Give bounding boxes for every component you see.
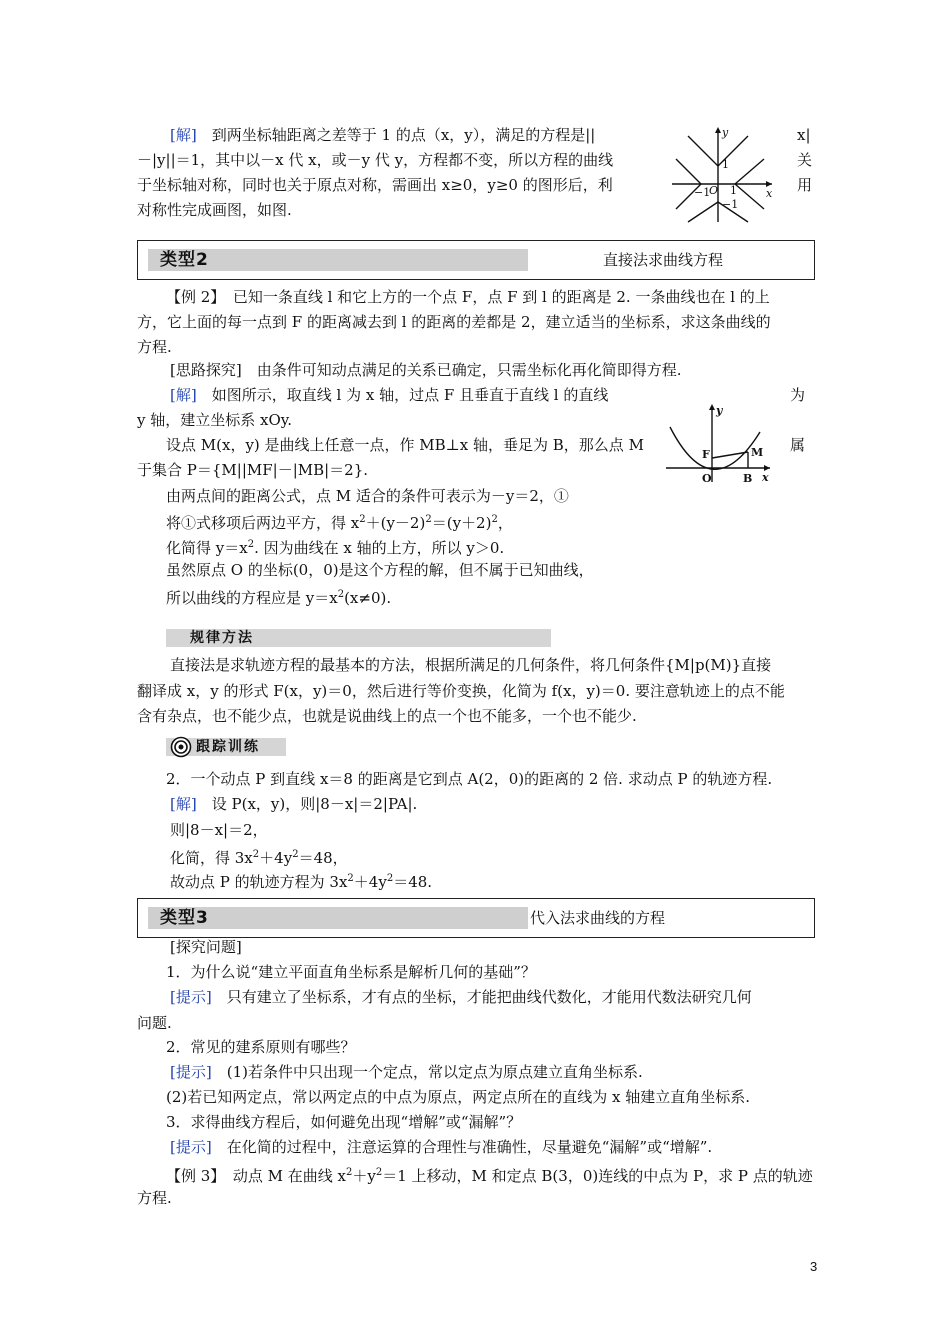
fig1-x-label: x [766,187,773,200]
explore-a2-line-2: (2)若已知两定点，常以两定点的中点为原点，两定点所在的直线为 x 轴建立直角坐标系. [166,1088,751,1106]
sol2-line-8: 虽然原点 O 的坐标(0，0)是这个方程的解，但不属于已知曲线， [166,561,594,579]
solution-line-4: 对称性完成画图，如图. [137,201,292,219]
track-sol-1: [解] 设 P(x，y)，则|8－x|＝2|PA|. [170,795,418,813]
fig1-y-label: y [722,126,729,139]
example2-line-3: 方程. [137,338,172,356]
track-question: 2．一个动点 P 到直线 x＝8 的距离是它到点 A(2，0)的距离的 2 倍. 求动点 P 的轨迹方程. [166,770,773,788]
type2-header [137,240,815,280]
target-icon [170,736,192,758]
explore-q1: 1．为什么说“建立平面直角坐标系是解析几何的基础”？ [166,963,536,981]
sol2-line-3: 设点 M(x，y) 是曲线上任意一点，作 MB⊥x 轴，垂足为 B，那么点 M [166,436,644,454]
track-sol-4: 故动点 P 的轨迹方程为 $3x^2+4y^2=48$. [170,873,433,891]
rule-tag: 规律方法 [190,630,254,646]
page-number: 3 [810,1259,818,1274]
solution-line-1: [解] 到两坐标轴距离之差等于 1 的点（x，y），满足的方程是|| [170,126,596,144]
rule-line-3: 含有杂点，也不能少点，也就是说曲线上的点一个也不能多，一个也不能少. [137,707,637,725]
example2-line-2: 方，它上面的每一点到 F 的距离减去到 l 的距离的差都是 2，建立适当的坐标系，求这条曲线的 [137,313,771,331]
fig1-origin: O [709,184,719,197]
fig1-curve [676,136,764,222]
solution-line-3-right: 用 [797,176,813,194]
solution-line-3: 于坐标轴对称，同时也关于原点对称，需画出 x≥0，y≥0 的图形后，利 [137,176,613,194]
sol2-line-1: [解] 如图所示，取直线 l 为 x 轴，过点 F 且垂直于直线 l 的直线 [170,386,609,404]
track-tag: 跟踪训练 [196,739,260,755]
fig2-parabola [670,427,760,469]
explore-a2-line-1: [提示] (1)若条件中只出现一个定点，常以定点为原点建立直角坐标系. [170,1063,643,1081]
rule-line-2: 翻译成 x，y 的形式 F(x，y)＝0，然后进行等价变换，化简为 f(x，y)＝0. 要注意轨迹上的点不能 [137,682,785,700]
fig2-y-arrow [709,404,715,410]
sol2-line-5: 由两点间的距离公式，点 M 适合的条件可表示为－y＝2，① [166,487,569,505]
solution-line-1-right: x| [797,126,811,144]
fig2-O: O [702,472,712,485]
solution-line-2-right: 关 [797,151,813,169]
solution-line-2: －|y||＝1，其中以－x 代 x，或－y 代 y，方程都不变，所以方程的曲线 [137,151,614,169]
figure-parabola [664,402,780,492]
fig1-neg-one-bottom: −1 [722,198,739,211]
fig2-y-label: y [716,404,723,417]
rule-line-1: 直接法是求轨迹方程的最基本的方法，根据所满足的几何条件，将几何条件{M|p(M)}直接 [170,656,772,674]
explore-heading: [探究问题] [170,938,242,956]
sol2-line-9: 所以曲线的方程应是 $y=x^2(x\ne 0)$. [166,589,392,607]
type3-header [137,898,815,938]
example3-line-1: 【例 3】 动点 M 在曲线 $x^2+y^2=1$ 上移动，M 和定点 B(3，0)连线的中点为 P，求 P 点的轨迹 [166,1167,813,1185]
sol2-line-4: 于集合 P＝{M||MF|－|MB|＝2}. [137,461,369,479]
fig2-M: M [751,446,764,459]
fig2-B: B [743,472,753,485]
fig1-one-right: 1 [730,184,737,197]
explore-a1-line-1: [提示] 只有建立了坐标系，才有点的坐标，才能把曲线代数化，才能用代数法研究几何 [170,988,752,1006]
think-line: [思路探究] 由条件可知动点满足的关系已确定，只需坐标化再化简即得方程. [170,361,682,379]
type3-label: 类型3 [160,908,209,928]
type3-title: 代入法求曲线的方程 [530,909,666,927]
fig1-y-arrow [715,127,721,133]
figure-abs-curve [668,124,778,224]
example3-line-2: 方程. [137,1189,172,1207]
explore-a3: [提示] 在化简的过程中，注意运算的合理性与准确性，尽量避免“漏解”或“增解”. [170,1138,713,1156]
fig2-F: F [702,448,710,461]
track-sol-2: 则|8－x|＝2， [170,821,268,839]
fig1-one-top: 1 [722,158,729,171]
fig2-x-label: x [762,471,769,484]
explore-q3: 3．求得曲线方程后，如何避免出现“增解”或“漏解”？ [166,1113,522,1131]
track-sol-3: 化简，得 $3x^2+4y^2=48$， [170,849,348,867]
explore-q2: 2．常见的建系原则有哪些？ [166,1038,356,1056]
sol2-line-7: 化简得 $y=x^2$. 因为曲线在 x 轴的上方，所以 y＞0. [166,539,505,557]
example2-line-1: 【例 2】 已知一条直线 l 和它上方的一个点 F，点 F 到 l 的距离是 2. 一条曲线也在 l 的上 [166,288,770,306]
sol2-line-1-right: 为 [790,386,806,404]
sol2-line-6: 将①式移项后两边平方，得 $x^2+(y-2)^2=(y+2)^2$， [166,514,513,532]
sol2-line-2: y 轴，建立坐标系 xOy. [137,411,293,429]
type2-title: 直接法求曲线方程 [603,251,724,269]
type2-label: 类型2 [160,250,209,270]
explore-a1-line-2: 问题. [137,1014,172,1032]
sol2-line-3-right: 属 [790,436,806,454]
fig1-neg-one-left: −1 [694,186,711,199]
